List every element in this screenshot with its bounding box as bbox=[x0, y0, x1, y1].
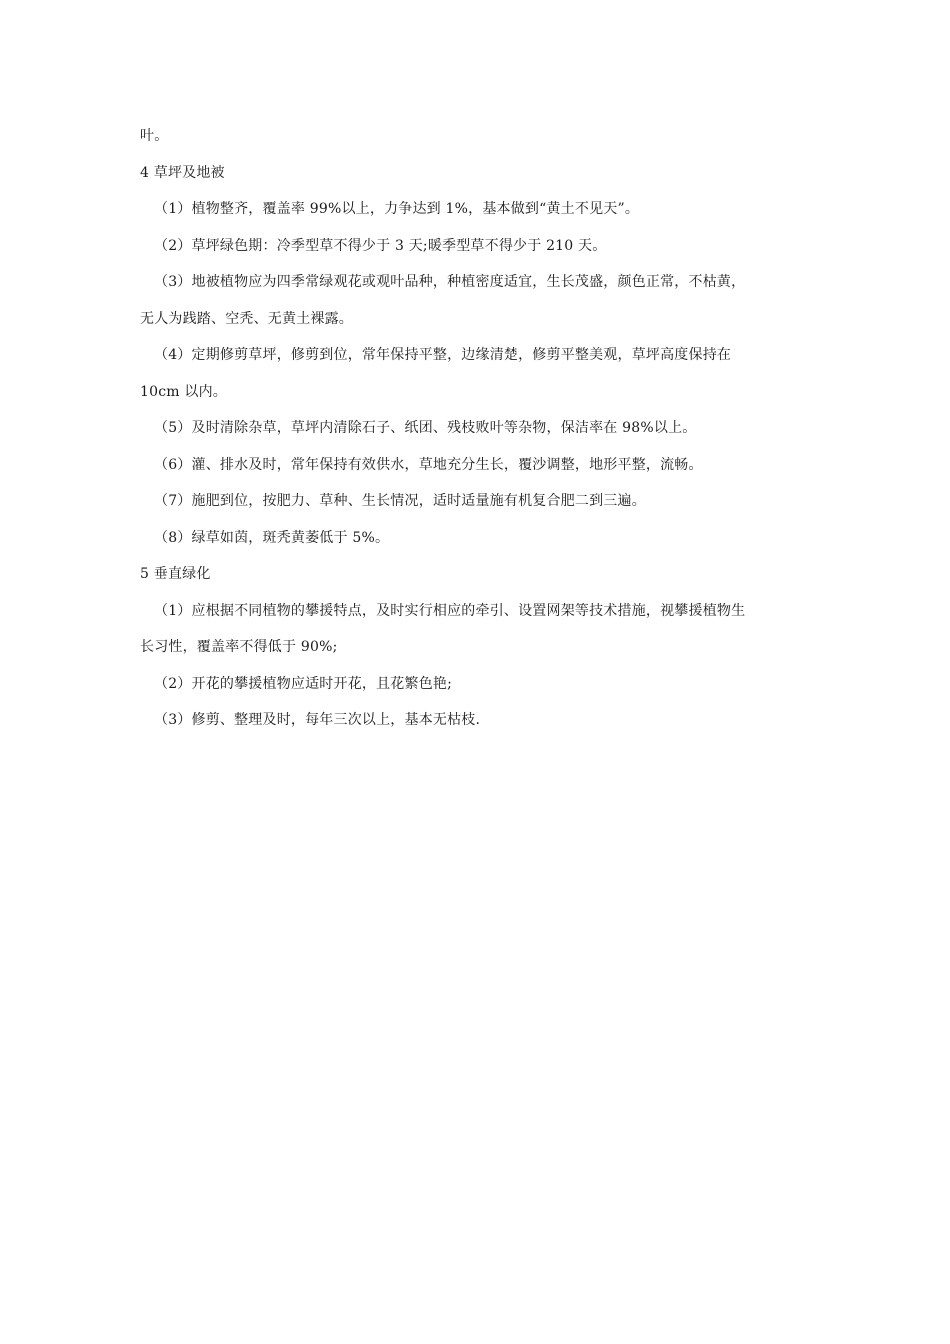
list-item: （2）开花的攀援植物应适时开花，且花繁色艳; bbox=[154, 675, 453, 692]
list-item: （8）绿草如茵，斑秃黄萎低于 5%。 bbox=[154, 529, 390, 546]
list-item: （5）及时清除杂草，草坪内清除石子、纸团、残枝败叶等杂物，保洁率在 98%以上。 bbox=[154, 420, 697, 436]
list-item: （2）草坪绿色期：冷季型草不得少于 3 天;暖季型草不得少于 210 天。 bbox=[154, 237, 607, 254]
list-item: （1）应根据不同植物的攀援特点，及时实行相应的牵引、设置网架等技术措施，视攀援植物生 bbox=[154, 602, 746, 619]
list-item-continuation: 10cm 以内。 bbox=[140, 383, 227, 400]
list-item-continuation: 无人为践踏、空秃、无黄土裸露。 bbox=[140, 310, 353, 327]
list-item: （3）修剪、整理及时，每年三次以上，基本无枯枝. bbox=[154, 712, 481, 728]
list-item: （4）定期修剪草坪，修剪到位，常年保持平整，边缘清楚，修剪平整美观，草坪高度保持在 bbox=[154, 347, 732, 363]
section-heading-lawn: 4 草坪及地被 bbox=[140, 164, 225, 181]
list-item-continuation: 长习性，覆盖率不得低于 90%; bbox=[140, 639, 338, 655]
list-item: （1）植物整齐，覆盖率 99%以上，力争达到 1%，基本做到“黄土不见天”。 bbox=[154, 201, 640, 217]
section-heading-vertical-greening: 5 垂直绿化 bbox=[140, 566, 211, 582]
document-body bbox=[140, 118, 820, 739]
list-item: （6）灌、排水及时，常年保持有效供水，草地充分生长，覆沙调整，地形平整，流畅。 bbox=[154, 456, 703, 473]
list-item: （7）施肥到位，按肥力、草种、生长情况，适时适量施有机复合肥二到三遍。 bbox=[154, 493, 646, 509]
list-item: （3）地被植物应为四季常绿观花或观叶品种，种植密度适宜，生长茂盛，颜色正常，不枯黄， bbox=[154, 274, 746, 290]
text-line: 叶。 bbox=[140, 128, 169, 144]
